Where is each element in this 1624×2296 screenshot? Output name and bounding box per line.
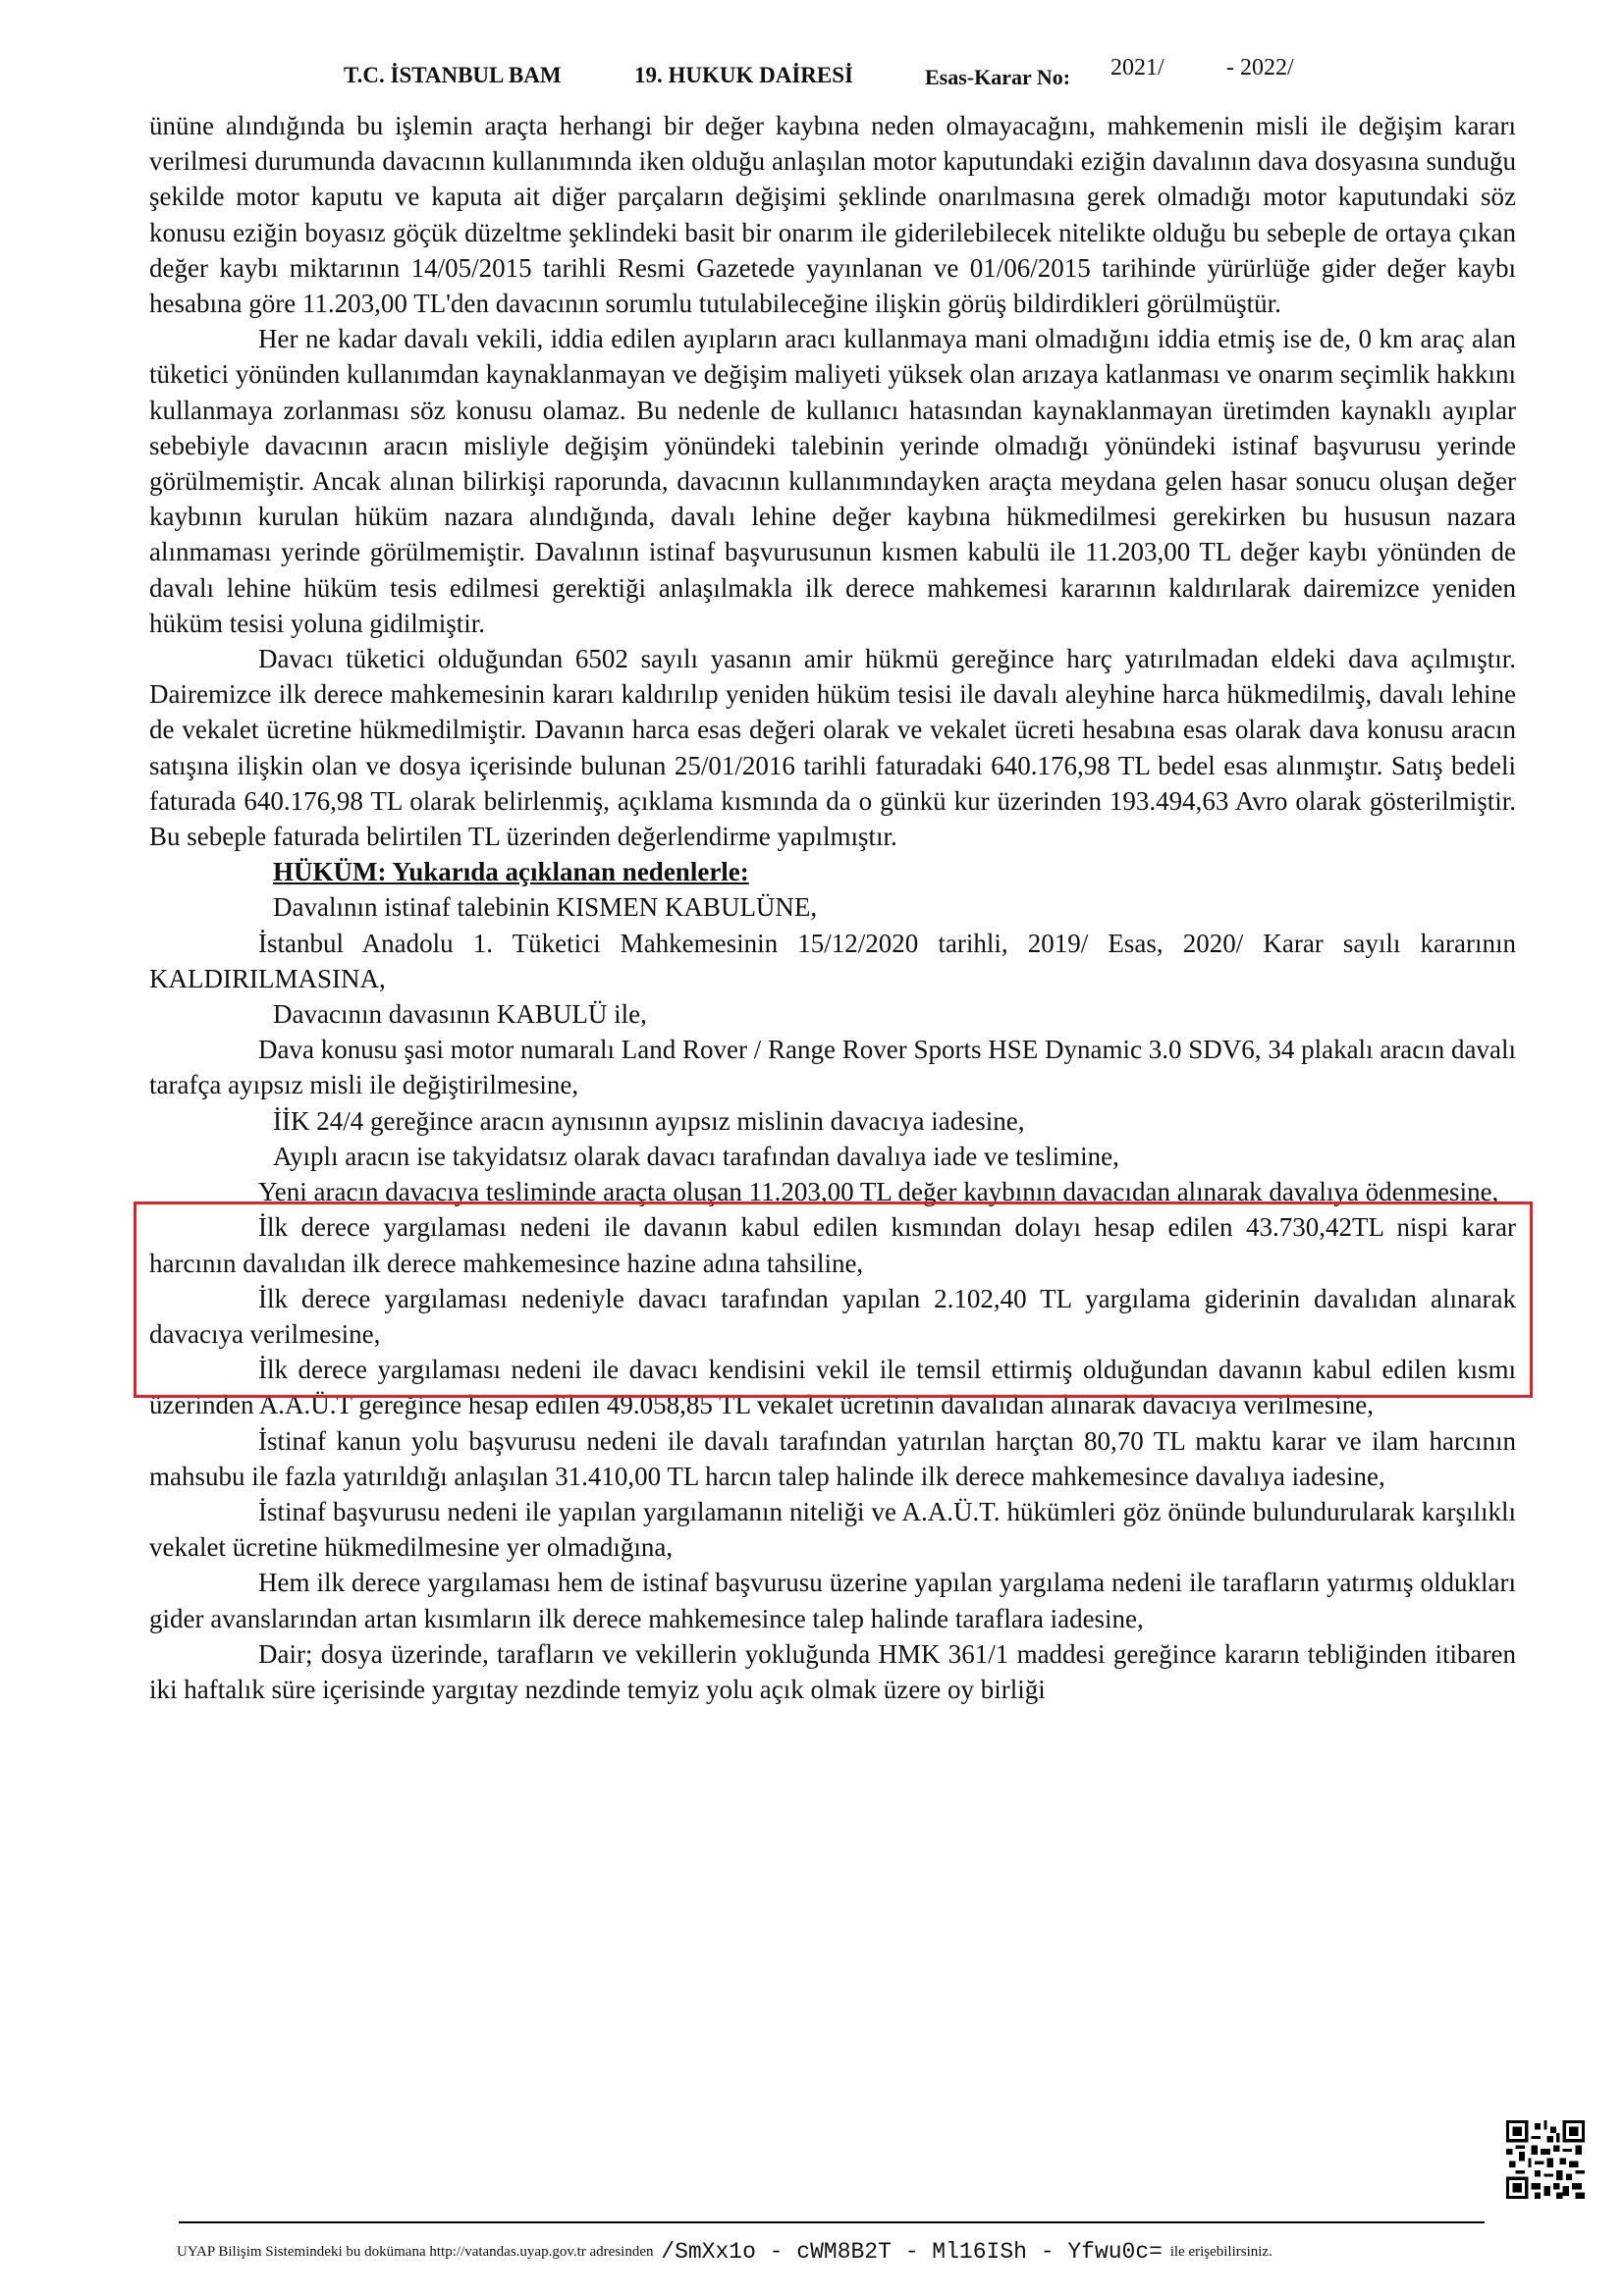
verdict-item: Dair; dosya üzerinde, tarafların ve vekillerin yokluğunda HMK 361/1 maddesi gereğince kararın tebliğinden itibaren iki haftalık süre içerisinde yargıtay nezdinde temyiz yolu açık olmak üzere oy birliği bbox=[149, 1638, 1516, 1704]
verdict-item: İlk derece yargılaması nedeniyle davacı tarafından yapılan 2.102,40 TL yargılama giderinin davalıdan alınarak davacıya verilmesine, bbox=[149, 1283, 1516, 1349]
red-highlight-box bbox=[134, 1201, 1533, 1398]
document-body bbox=[149, 108, 1516, 1707]
footer-divider bbox=[179, 2221, 1485, 2223]
verdict-item: Davacının davasının KABULÜ ile, bbox=[273, 999, 647, 1030]
verification-code: /SmXx1o - cWM8B2T - Ml16ISh - Yfwu0c= bbox=[661, 2239, 1163, 2265]
verdict-item: İİK 24/4 gereğince aracın aynısının ayıpsız mislinin davacıya iadesine, bbox=[273, 1105, 1025, 1136]
verdict-heading: HÜKÜM: Yukarıda açıklanan nedenlerle: bbox=[273, 857, 749, 887]
department-name: 19. HUKUK DAİRESİ bbox=[634, 63, 854, 87]
qr-code-icon bbox=[1506, 2120, 1585, 2199]
verdict-item: Dava konusu şasi motor numaralı Land Rover / Range Rover Sports HSE Dynamic 3.0 SDV6, 34 plakalı aracın davalı tarafça ayıpsız misli ile değiştirilmesine, bbox=[149, 1035, 1516, 1100]
page-header bbox=[344, 55, 1326, 102]
verdict-item: İstanbul Anadolu 1. Tüketici Mahkemesinin 15/12/2020 tarihli, 2019/ Esas, 2020/ Karar sayılı kararının KALDIRILMASINA, bbox=[149, 928, 1516, 993]
verdict-item: İstinaf başvurusu nedeni ile yapılan yargılamanın niteliği ve A.A.Ü.T. hükümleri göz önünde bulundurularak karşılıklı vekalet ücretine hükmedilmesine yer olmadığına, bbox=[149, 1496, 1516, 1563]
court-name: T.C. İSTANBUL BAM bbox=[344, 63, 562, 87]
verdict-item: İlk derece yargılaması nedeni ile davanın kabul edilen kısmından dolayı hesap edilen 43.730,42TL nispi karar harcının davalıdan ilk derece mahkemesince hazine adına tahsiline, bbox=[149, 1212, 1516, 1278]
verdict-item: Davalının istinaf talebinin KISMEN KABULÜNE, bbox=[273, 892, 818, 923]
footer-suffix: ile erişebilirsiniz. bbox=[1169, 2244, 1272, 2260]
page-footer bbox=[177, 2239, 1492, 2265]
footer-prefix: UYAP Bilişim Sistemindeki bu dokümana http://vatandas.uyap.gov.tr adresinden bbox=[177, 2244, 654, 2260]
verdict-item: İlk derece yargılaması nedeni ile davacı kendisini vekil ile temsil ettirmiş olduğundan davanın kabul edilen kısmı üzerinden A.A.Ü.T gereğince hesap edilen 49.058,85 TL vekalet ücretinin davalıdan alınarak davacıya verilmesine, bbox=[149, 1355, 1516, 1420]
verdict-item: Hem ilk derece yargılaması hem de istinaf başvurusu üzerine yapılan yargılama nedeni ile tarafların yatırmış oldukları gider avanslarından artan kısımların ilk derece mahkemesince talep halinde taraflara iadesine, bbox=[149, 1568, 1516, 1633]
verdict-item: Ayıplı aracın ise takyidatsız olarak davacı tarafından davalıya iade ve teslimine, bbox=[273, 1141, 1119, 1171]
case-number: 2021/ bbox=[1110, 55, 1164, 80]
verdict-item: İstinaf kanun yolu başvurusu nedeni ile davalı tarafından yatırılan harçtan 80,70 TL maktu karar ve ilam harcının mahsubu ile fazla yatırıldığı anlaşılan 31.410,00 TL harcın talep halinde ilk derece mahkemesince davalıya iadesine, bbox=[149, 1425, 1516, 1491]
paragraph: Davacı tüketici olduğundan 6502 sayılı yasanın amir hükmü gereğince harç yatırılmadan eldeki dava açılmıştır. Dairemizce ilk derece mahkemesinin kararı kaldırılıp yeniden hüküm tesisi ile davalı aleyhine harca hükmedilmiş, davalı lehine de vekalet ücretine hükmedilmiştir. Davanın harca esas değeri olarak ve vekalet ücreti hesabına esas olarak dava konusu aracın satışına ilişkin olan ve dosya içerisinde bulunan 25/01/2016 tarihli faturadaki 640.176,98 TL bedel esas alınmıştır. Satış bedeli faturada 640.176,98 TL olarak belirlenmiş, açıklama kısmında da o günkü kur üzerinden 193.494,63 Avro olarak gösterilmiştir. Bu sebeple faturada belirtilen TL üzerinden değerlendirme yapılmıştır. bbox=[149, 644, 1516, 852]
paragraph: Her ne kadar davalı vekili, iddia edilen ayıpların aracı kullanmaya mani olmadığını iddia etmiş ise de, 0 km araç alan tüketici yönünden kullanımdan kaynaklanmayan ve değişim maliyeti yüksek olan arızaya katlanması ve onarım seçimlik hakkını kullanmaya zorlanması söz konusu olamaz. Bu nedenle de kullanıcı hatasından kaynaklanmayan üretimden kaynaklı ayıplar sebebiyle davacının aracın misliyle değişim yönündeki talebinin yerinde olmadığı yönündeki istinaf başvurusu yerinde görülmemiştir. Ancak alınan bilirkişi raporunda, davacının kullanımındayken araçta meydana gelen hasar sonucu oluşan değer kaybının kurulan hüküm nazara alındığında, davalı lehine değer kaybına hükmedilmesi gerekirken bu hususun nazara alınmaması yerinde görülmemiştir. Davalının istinaf başvurusunun kısmen kabulü ile 11.203,00 TL değer kaybı yönünden de davalı lehine hüküm tesis edilmesi gerektiği anlaşılmakla ilk derece mahkemesi kararının kaldırılarak dairemizce yeniden hüküm tesisi yoluna gidilmiştir. bbox=[149, 324, 1516, 638]
verdict-item: Yeni aracın davacıya tesliminde araçta oluşan 11.203,00 TL değer kaybının davacıdan alınarak davalıya ödenmesine, bbox=[258, 1177, 1499, 1207]
case-number-label: Esas-Karar No: bbox=[925, 65, 1071, 89]
paragraph: ününe alındığında bu işlemin araçta herhangi bir değer kaybına neden olmayacağını, mahkemenin misli ile değişim kararı verilmesi durumunda davacının kullanımında iken olduğu anlaşılan motor kaputundaki eziğin davalının dava dosyasına sunduğu şekilde motor kaputu ve kaputa ait diğer parçaların değişimi şeklinde onarılmasına gerek olmadığı motor kaputundaki söz konusu eziğin boyasız göçük düzeltme şeklindeki basit bir onarım ile giderilebilecek nitelikte olduğu bu sebeple de ortaya çıkan değer kaybı miktarının 14/05/2015 tarihli Resmi Gazetede yayınlanan ve 01/06/2015 tarihinde yürürlüğe gider değer kaybı hesabına göre 11.203,00 TL'den davacının sorumlu tutulabileceğine ilişkin görüş bildirdikleri görülmüştür. bbox=[149, 111, 1516, 319]
decision-number: - 2022/ bbox=[1226, 55, 1294, 80]
